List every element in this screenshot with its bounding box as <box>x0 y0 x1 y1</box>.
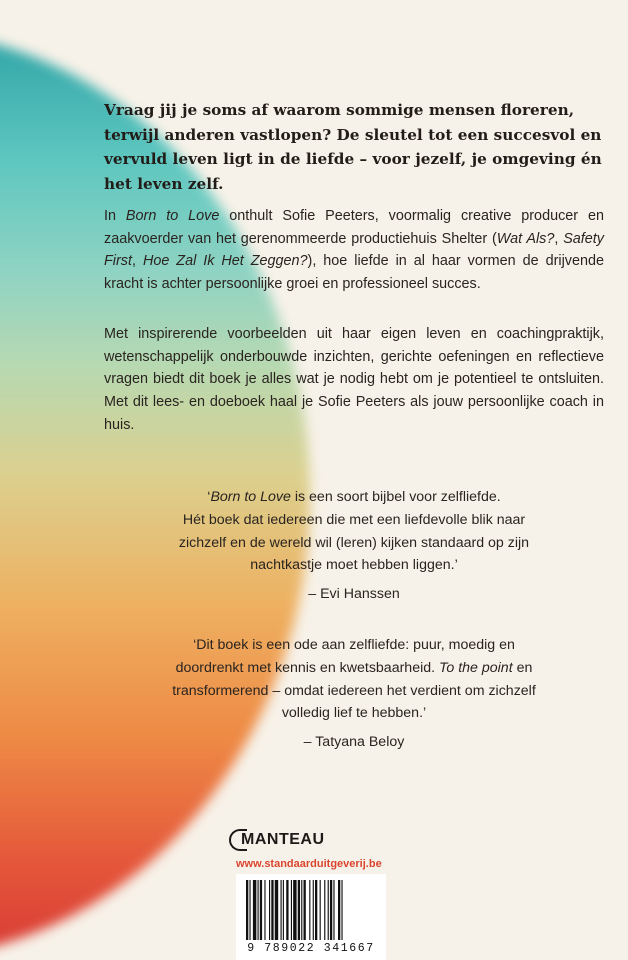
barcode-bar <box>298 880 300 940</box>
book-title: Born to Love <box>210 489 291 505</box>
text-run: ), hoe liefde in al haar vormen de drijvende kracht is achter persoonlijke groei en professioneel succes. <box>104 253 604 293</box>
book-title: Born to Love <box>125 208 220 224</box>
barcode-bar <box>304 880 306 940</box>
show-title: Safety First <box>104 230 604 270</box>
show-title: Wat Als? <box>496 230 555 247</box>
barcode-bar <box>264 880 265 940</box>
barcode-bar <box>269 880 270 940</box>
publisher-logo <box>229 827 359 853</box>
barcode-bar <box>281 880 282 940</box>
barcode-bar <box>324 880 325 940</box>
barcode-bar <box>283 880 284 940</box>
isbn-barcode <box>236 874 386 960</box>
barcode-bar <box>286 880 288 940</box>
quote-line: doordrenkt met kennis en kwetsbaarheid. <box>175 659 440 676</box>
quote-line: en <box>512 659 533 676</box>
review-quote-2 <box>104 634 604 754</box>
barcode-bar <box>301 880 302 940</box>
barcode-bar <box>271 880 273 940</box>
barcode-bar <box>249 880 250 940</box>
barcode-bar <box>333 880 334 940</box>
barcode-bar <box>330 880 332 940</box>
description-paragraph-1 <box>104 205 604 296</box>
quote-line: nachtkastje moet hebben liggen.’ <box>250 557 458 574</box>
quote-line: ‘Dit boek is een ode aan zelfliefde: puur, moedig en <box>193 637 515 653</box>
review-quote-1 <box>104 486 604 606</box>
barcode-bar <box>293 880 296 940</box>
barcode-bar <box>258 880 259 940</box>
text-run: onthult Sofie Peeters, voormalig creative producer en zaakvoerder van het gerenommeerde productiehuis Shelter ( <box>104 208 604 247</box>
publisher-url[interactable]: www.standaarduitgeverij.be <box>236 858 382 870</box>
isbn-number: 9 789022 341667 <box>247 942 375 955</box>
barcode-bars-icon <box>246 880 376 940</box>
barcode-bar <box>315 880 317 940</box>
quote-line: zichzelf en de wereld wil (leren) kijken standaard op zijn <box>178 534 530 551</box>
quote-author: – Evi Hanssen <box>308 586 400 603</box>
text-run: , <box>554 230 564 247</box>
text-run: , <box>131 253 143 270</box>
barcode-bar <box>275 880 278 940</box>
description-paragraph-2: Met inspirerende voorbeelden uit haar eigen leven en coachingpraktijk, wetenschappelijk onderbouwde inzichten, gerichte oefeningen en reflectieve vragen biedt dit boek je alles wat je nodig hebt om je potentieel te ontsluiten. Met dit lees- en doeboek haal je Sofie Peeters als jouw persoonlijke coach in huis. <box>104 326 604 433</box>
text-run: In <box>104 208 126 224</box>
quote-line: Hét boek dat iedereen die met een liefdevolle blik naar <box>182 511 526 528</box>
quote-italic: To the point <box>439 659 513 676</box>
intro-paragraph: Vraag jij je soms af waarom sommige mensen floreren, terwijl anderen vastlopen? De sleutel tot een succesvol en vervuld leven ligt in de liefde – voor jezelf, je omgeving én het leven zelf. <box>104 101 602 193</box>
quote-mark: ‘ <box>207 489 211 505</box>
barcode-bar <box>291 880 292 940</box>
barcode-bar <box>253 880 256 940</box>
barcode-bar <box>338 880 340 940</box>
barcode-bar <box>313 880 314 940</box>
barcode-bar <box>260 880 262 940</box>
barcode-bar <box>341 880 342 940</box>
quote-line: volledig lief te hebben.’ <box>281 705 427 722</box>
quote-line: transformerend – omdat iedereen het verdient om zichzelf <box>172 682 536 699</box>
barcode-bar <box>246 880 248 940</box>
publisher-logo-text: MANTEAU <box>241 831 325 848</box>
show-title: Hoe Zal Ik Het Zeggen? <box>142 253 308 270</box>
barcode-bar <box>309 880 310 940</box>
quote-line: is een soort bijbel voor zelfliefde. <box>290 489 501 505</box>
quote-author: – Tatyana Beloy <box>303 734 405 751</box>
barcode-bar <box>320 880 321 940</box>
barcode-bar <box>328 880 329 940</box>
